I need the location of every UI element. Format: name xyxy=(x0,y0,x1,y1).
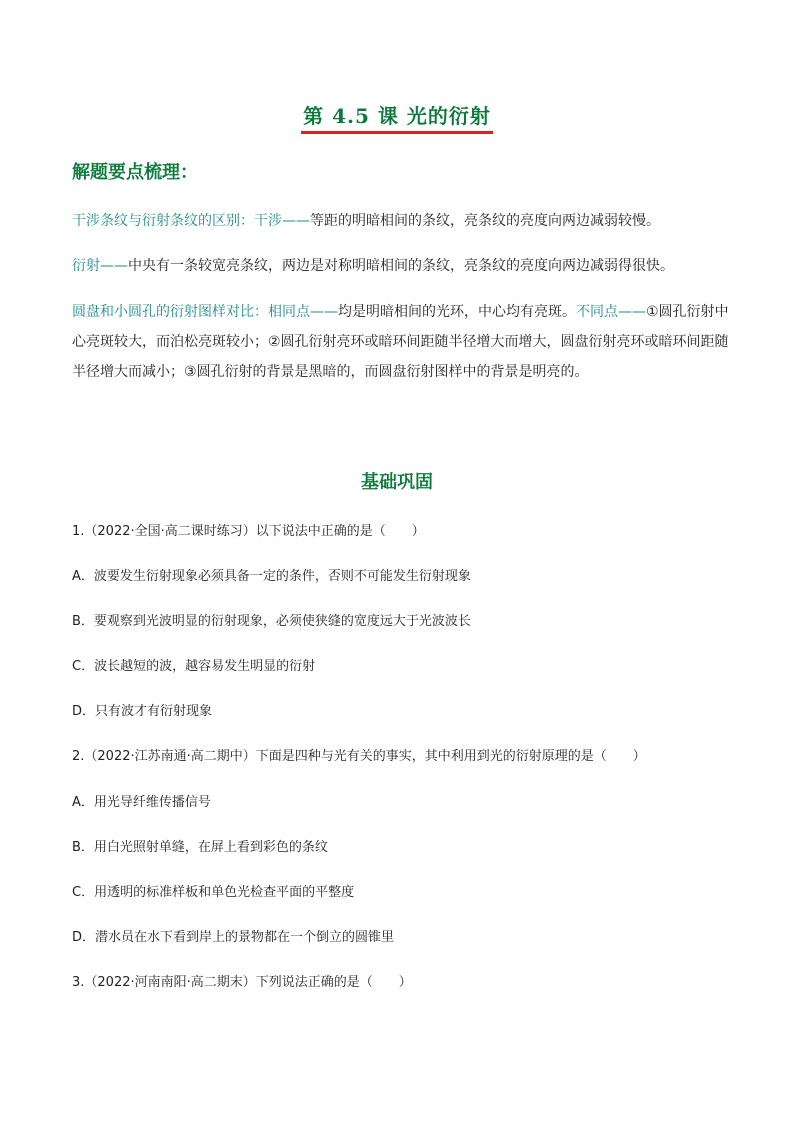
paragraph-disc-vs-hole xyxy=(72,297,732,387)
section-heading: 解题要点梳理： xyxy=(72,162,198,183)
question-2-stem: 2.（2022·江苏南通·高二期中）下面是四种与光有关的事实，其中利用到光的衍射原理的是（ ） xyxy=(72,749,646,764)
question-2-option-a: A．用光导纤维传播信号 xyxy=(72,795,211,810)
paragraph-text: 等距的明暗相间的条纹，亮条纹的亮度向两边减弱较慢。 xyxy=(310,213,660,229)
paragraph-label: 干涉条纹与衍射条纹的区别：干涉—— xyxy=(72,213,310,229)
question-3-stem: 3.（2022·河南南阳·高二期末）下列说法正确的是（ ） xyxy=(72,975,412,990)
question-1-option-d: D．只有波才有衍射现象 xyxy=(72,704,213,719)
question-1-option-b: B．要观察到光波明显的衍射现象，必须使狭缝的宽度远大于光波波长 xyxy=(72,614,471,629)
paragraph-diffraction xyxy=(72,251,732,281)
paragraph-label-b: 不同点—— xyxy=(576,304,646,320)
title-wrap xyxy=(0,100,794,134)
question-2-option-c: C．用透明的标准样板和单色光检查平面的平整度 xyxy=(72,885,355,900)
basics-heading: 基础巩固 xyxy=(361,472,433,493)
question-1-stem: 1.（2022·全国·高二课时练习）以下说法中正确的是（ ） xyxy=(72,524,425,539)
question-2-option-b: B．用白光照射单缝，在屏上看到彩色的条纹 xyxy=(72,840,328,855)
question-1-option-a: A．波要发生衍射现象必须具备一定的条件，否则不可能发生衍射现象 xyxy=(72,569,471,584)
page-title: 第 4.5 课 光的衍射 xyxy=(301,100,493,134)
paragraph-text-b: ①圆孔衍射中心亮斑较大，而泊松亮斑较小；②圆孔衍射亮环或暗环间距随半径增大而增大，圆盘衍射亮环或暗环间距随半径增大而减小；③圆孔衍射的背景是黑暗的，而圆盘衍射图样中的背景是明亮的。 xyxy=(72,304,729,380)
question-2-option-d: D．潜水员在水下看到岸上的景物都在一个倒立的圆锥里 xyxy=(72,930,395,945)
paragraph-label: 圆盘和小圆孔的衍射图样对比：相同点—— xyxy=(72,304,338,320)
question-1-option-c: C．波长越短的波，越容易发生明显的衍射 xyxy=(72,659,316,674)
paragraph-text: 中央有一条较宽亮条纹，两边是对称明暗相间的条纹，亮条纹的亮度向两边减弱得很快。 xyxy=(128,258,674,274)
paragraph-label: 衍射—— xyxy=(72,258,128,274)
paragraph-text: 均是明暗相间的光环，中心均有亮斑。 xyxy=(338,304,576,320)
paragraph-interference-vs-diffraction xyxy=(72,206,732,236)
